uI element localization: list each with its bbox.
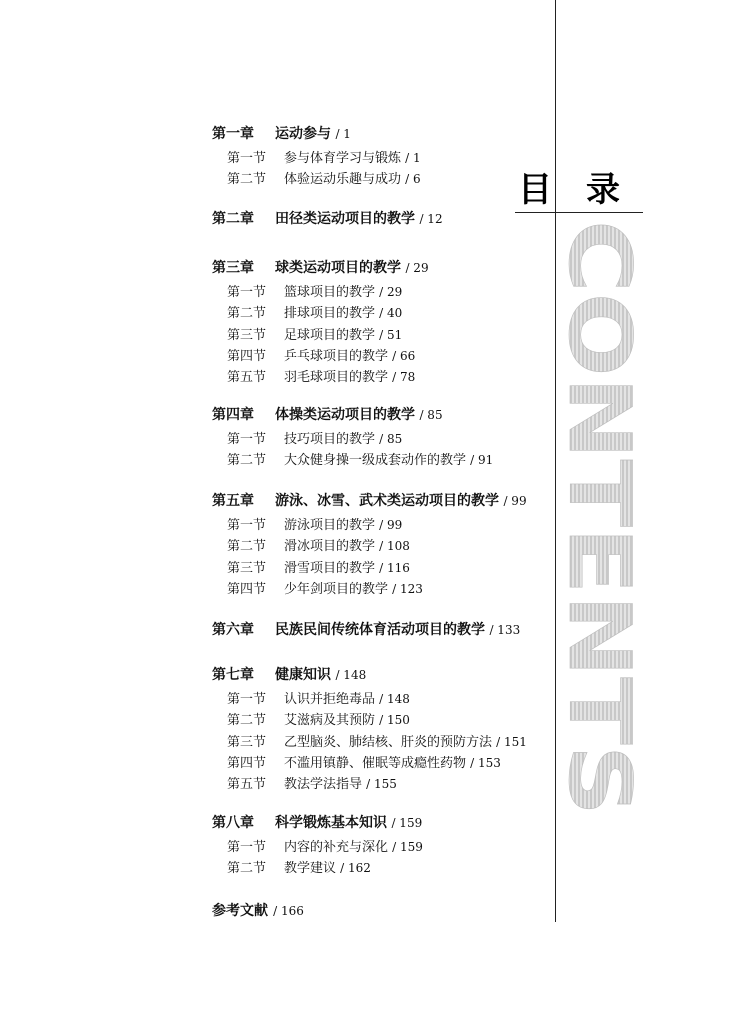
section-page-number: / 99 bbox=[379, 518, 403, 532]
section-label: 第三节 bbox=[227, 734, 267, 750]
section-label: 第一节 bbox=[227, 692, 267, 707]
section-label: 第二节 bbox=[227, 306, 267, 322]
section-page-number: / 40 bbox=[379, 306, 403, 321]
chapter-label: 第二章 bbox=[212, 211, 254, 227]
toc-chapter-entry[interactable] bbox=[212, 665, 366, 685]
section-page-number: / 116 bbox=[379, 560, 410, 575]
section-label: 第一节 bbox=[227, 840, 267, 855]
toc-section-entry[interactable] bbox=[227, 169, 421, 190]
section-label: 第一节 bbox=[227, 285, 267, 300]
chapter-title: 球类运动项目的教学 bbox=[275, 260, 401, 276]
section-title: 艾滋病及其预防 bbox=[284, 713, 376, 729]
section-page-number: / 66 bbox=[392, 348, 416, 363]
section-page-number: / 91 bbox=[470, 453, 494, 468]
toc-chapter-entry[interactable] bbox=[212, 491, 527, 511]
chapter-page-number: / 12 bbox=[419, 212, 443, 226]
contents-word-text: CONTENTS bbox=[549, 220, 649, 739]
section-label: 第四节 bbox=[227, 755, 267, 771]
chapter-label: 第六章 bbox=[212, 622, 254, 638]
bibliography-title: 参考文献 bbox=[212, 903, 268, 919]
section-page-number: / 151 bbox=[496, 734, 527, 749]
section-title: 参与体育学习与锻炼 bbox=[284, 151, 402, 166]
toc-section-entry[interactable] bbox=[227, 732, 527, 753]
toc-section-entry[interactable] bbox=[227, 774, 397, 795]
toc-section-entry[interactable] bbox=[227, 303, 402, 324]
chapter-title: 民族民间传统体育活动项目的教学 bbox=[275, 622, 485, 638]
section-title: 大众健身操一级成套动作的教学 bbox=[284, 453, 467, 469]
chapter-title: 运动参与 bbox=[275, 126, 331, 142]
toc-section-entry[interactable] bbox=[227, 858, 371, 879]
section-page-number: / 78 bbox=[392, 370, 416, 385]
chapter-label: 第三章 bbox=[212, 260, 254, 276]
toc-section-entry[interactable] bbox=[227, 367, 415, 388]
toc-chapter-entry[interactable] bbox=[212, 209, 443, 229]
chapter-page-number: / 1 bbox=[335, 127, 351, 141]
section-page-number: / 150 bbox=[379, 713, 410, 728]
section-page-number: / 6 bbox=[405, 172, 421, 187]
chapter-label: 第八章 bbox=[212, 815, 254, 831]
chapter-label: 第四章 bbox=[212, 407, 254, 423]
section-page-number: / 51 bbox=[379, 327, 403, 342]
toc-section-entry[interactable] bbox=[227, 536, 410, 557]
chapter-title: 田径类运动项目的教学 bbox=[275, 211, 415, 227]
section-title: 游泳项目的教学 bbox=[284, 518, 376, 533]
section-title: 不滥用镇静、催眠等成瘾性药物 bbox=[284, 755, 467, 771]
bibliography-page-number: / 166 bbox=[273, 904, 304, 918]
chapter-page-number: / 159 bbox=[391, 816, 423, 830]
section-page-number: / 153 bbox=[470, 755, 501, 770]
page-title: 目录 bbox=[518, 170, 654, 210]
chapter-page-number: / 148 bbox=[335, 668, 367, 682]
heading-underline bbox=[515, 212, 643, 213]
section-label: 第一节 bbox=[227, 151, 267, 166]
section-label: 第四节 bbox=[227, 348, 267, 364]
chapter-title: 科学锻炼基本知识 bbox=[275, 815, 387, 831]
chapter-label: 第五章 bbox=[212, 493, 254, 509]
chapter-title: 游泳、冰雪、武术类运动项目的教学 bbox=[275, 493, 499, 509]
toc-section-entry[interactable] bbox=[227, 450, 493, 471]
section-title: 滑冰项目的教学 bbox=[284, 539, 376, 555]
toc-bibliography-entry[interactable] bbox=[212, 900, 304, 921]
chapter-label: 第一章 bbox=[212, 126, 254, 142]
section-label: 第一节 bbox=[227, 518, 267, 533]
section-title: 乒乓球项目的教学 bbox=[284, 348, 389, 364]
section-title: 体验运动乐趣与成功 bbox=[284, 172, 402, 188]
section-page-number: / 155 bbox=[366, 777, 397, 792]
section-label: 第二节 bbox=[227, 453, 267, 469]
section-title: 排球项目的教学 bbox=[284, 306, 376, 322]
section-page-number: / 123 bbox=[392, 581, 423, 596]
section-title: 羽毛球项目的教学 bbox=[284, 370, 389, 386]
chapter-page-number: / 29 bbox=[405, 261, 429, 275]
section-title: 足球项目的教学 bbox=[284, 327, 376, 343]
section-page-number: / 1 bbox=[405, 151, 421, 165]
toc-section-entry[interactable] bbox=[227, 346, 415, 367]
section-label: 第二节 bbox=[227, 172, 267, 188]
section-page-number: / 108 bbox=[379, 539, 410, 554]
section-title: 乙型脑炎、肺结核、肝炎的预防方法 bbox=[284, 734, 493, 750]
toc-chapter-entry[interactable] bbox=[212, 258, 429, 278]
toc-section-entry[interactable] bbox=[227, 325, 402, 346]
section-title: 内容的补充与深化 bbox=[284, 840, 389, 855]
toc-section-entry[interactable] bbox=[227, 429, 402, 450]
section-label: 第三节 bbox=[227, 327, 267, 343]
toc-section-entry[interactable] bbox=[227, 579, 423, 600]
toc-section-entry[interactable] bbox=[227, 558, 410, 579]
section-label: 第四节 bbox=[227, 581, 267, 597]
toc-chapter-entry[interactable] bbox=[212, 405, 443, 425]
toc-chapter-entry[interactable] bbox=[212, 813, 422, 833]
section-page-number: / 85 bbox=[379, 432, 403, 446]
section-label: 第一节 bbox=[227, 432, 267, 447]
toc-section-entry[interactable] bbox=[227, 753, 501, 774]
section-title: 少年剑项目的教学 bbox=[284, 581, 389, 597]
chapter-page-number: / 133 bbox=[489, 623, 521, 637]
section-label: 第二节 bbox=[227, 539, 267, 555]
chapter-page-number: / 85 bbox=[419, 408, 443, 422]
toc-section-entry[interactable] bbox=[227, 515, 402, 536]
section-label: 第二节 bbox=[227, 861, 267, 877]
toc-section-entry[interactable] bbox=[227, 710, 410, 731]
chapter-title: 体操类运动项目的教学 bbox=[275, 407, 415, 423]
chapter-page-number: / 99 bbox=[503, 494, 527, 508]
chapter-title: 健康知识 bbox=[275, 667, 331, 683]
contents-decorative-word bbox=[549, 220, 649, 820]
section-label: 第三节 bbox=[227, 560, 267, 576]
section-page-number: / 29 bbox=[379, 285, 403, 299]
chapter-label: 第七章 bbox=[212, 667, 254, 683]
section-title: 技巧项目的教学 bbox=[284, 432, 376, 447]
section-label: 第五节 bbox=[227, 777, 267, 793]
section-label: 第二节 bbox=[227, 713, 267, 729]
section-page-number: / 159 bbox=[392, 840, 423, 854]
section-title: 认识并拒绝毒品 bbox=[284, 692, 376, 707]
section-title: 教法学法指导 bbox=[284, 777, 363, 793]
toc-section-entry[interactable] bbox=[227, 837, 423, 858]
section-title: 教学建议 bbox=[284, 861, 337, 877]
section-title: 滑雪项目的教学 bbox=[284, 560, 376, 576]
toc-chapter-entry[interactable] bbox=[212, 124, 351, 144]
section-page-number: / 162 bbox=[340, 861, 371, 876]
toc-section-entry[interactable] bbox=[227, 689, 410, 710]
section-label: 第五节 bbox=[227, 370, 267, 386]
toc-section-entry[interactable] bbox=[227, 282, 402, 303]
section-title: 篮球项目的教学 bbox=[284, 285, 376, 300]
section-page-number: / 148 bbox=[379, 692, 410, 706]
toc-section-entry[interactable] bbox=[227, 148, 421, 169]
toc-chapter-entry[interactable] bbox=[212, 620, 520, 640]
